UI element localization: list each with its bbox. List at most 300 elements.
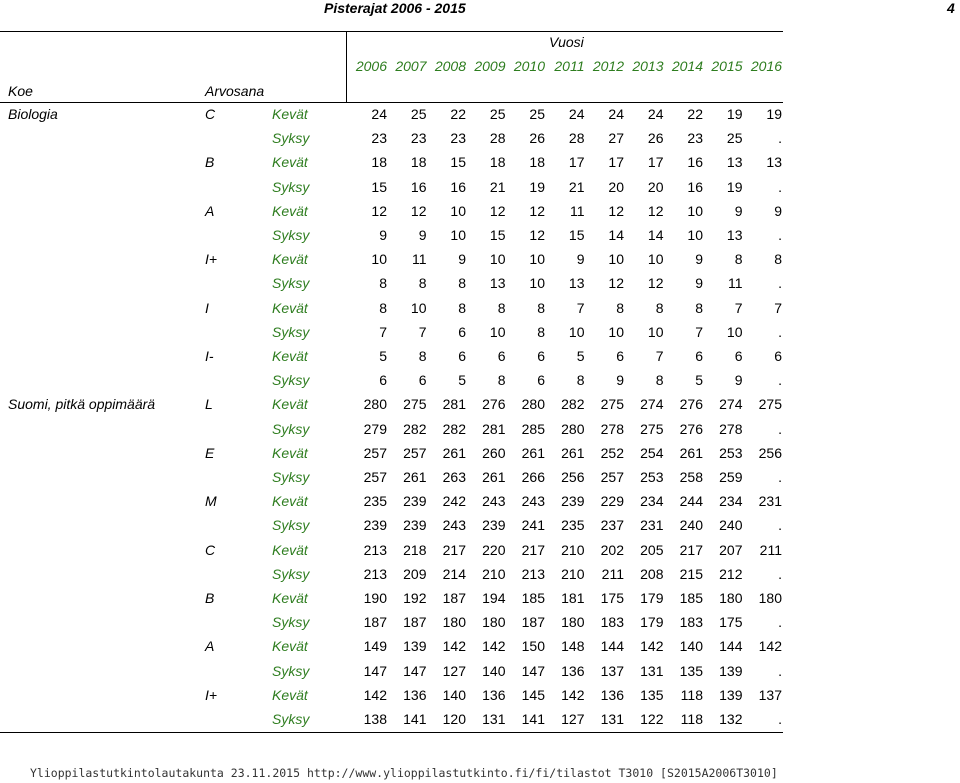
score-cell: 6 — [537, 348, 545, 364]
score-cell: 213 — [363, 565, 387, 582]
score-cell: 257 — [363, 444, 387, 461]
score-cell: 242 — [442, 493, 466, 510]
score-cell: 229 — [600, 493, 624, 510]
score-cell: 24 — [608, 106, 624, 122]
score-cell: 179 — [640, 614, 664, 631]
score-cell: 22 — [687, 106, 703, 122]
score-cell: 8 — [497, 299, 506, 316]
score-cell: 142 — [561, 686, 585, 703]
score-cell: 6 — [418, 372, 427, 389]
score-cell: . — [778, 227, 782, 243]
score-cell: 256 — [561, 469, 585, 485]
semester-cell: Kevät — [272, 493, 308, 510]
score-cell: 275 — [758, 396, 782, 413]
score-cell: 180 — [758, 590, 782, 606]
score-cell: 120 — [442, 711, 466, 727]
score-cell: 141 — [403, 711, 427, 727]
score-cell: 258 — [679, 469, 703, 485]
semester-cell: Syksy — [272, 662, 310, 679]
score-cell: 261 — [482, 469, 506, 485]
score-cell: 122 — [640, 711, 664, 727]
score-cell: 237 — [600, 517, 624, 534]
score-cell: 10 — [647, 323, 664, 340]
score-cell: 140 — [442, 686, 466, 703]
score-cell: 8 — [537, 323, 545, 340]
semester-cell: Kevät — [272, 444, 308, 461]
score-cell: 147 — [363, 662, 387, 679]
table-row — [0, 610, 783, 634]
score-cell: 260 — [482, 444, 506, 461]
table-row — [0, 392, 783, 416]
score-cell: 13 — [726, 154, 743, 171]
score-cell: 132 — [719, 711, 743, 727]
score-cell: 9 — [458, 251, 466, 268]
score-cell: 18 — [371, 154, 387, 171]
score-cell: 202 — [600, 541, 624, 558]
score-cell: 142 — [442, 638, 466, 655]
score-cell: 8 — [458, 299, 466, 316]
score-cell: 275 — [640, 420, 664, 437]
score-cell: 6 — [695, 348, 703, 364]
score-cell: 23 — [410, 130, 427, 147]
table-row — [0, 102, 783, 126]
grade-cell: B — [205, 590, 215, 606]
year-header-cell: 2009 — [474, 58, 506, 74]
score-cell: 139 — [719, 686, 743, 703]
grade-cell: I- — [205, 348, 214, 364]
score-cell: 185 — [521, 590, 545, 606]
score-cell: 140 — [679, 638, 703, 655]
score-cell: 179 — [640, 590, 664, 606]
score-cell: 276 — [482, 396, 506, 413]
score-cell: 253 — [640, 469, 664, 485]
year-header-cell: 2011 — [554, 58, 585, 74]
score-cell: 282 — [403, 420, 427, 437]
page-title: Pisterajat 2006 - 2015 — [324, 0, 466, 16]
score-cell: . — [778, 614, 782, 631]
score-cell: 240 — [719, 517, 743, 534]
table-row — [0, 126, 783, 150]
semester-cell: Kevät — [272, 590, 308, 606]
score-cell: 285 — [521, 420, 545, 437]
score-cell: 12 — [647, 275, 664, 292]
semester-cell: Kevät — [272, 251, 308, 268]
score-cell: 6 — [458, 348, 466, 364]
score-cell: 16 — [687, 154, 703, 171]
score-cell: 10 — [450, 227, 466, 243]
top-rule — [0, 31, 783, 32]
grade-cell: A — [205, 202, 215, 219]
score-cell: 274 — [640, 396, 664, 413]
score-cell: 217 — [442, 541, 466, 558]
score-cell: . — [778, 565, 782, 582]
table-row — [0, 465, 783, 489]
score-cell: 259 — [719, 469, 743, 485]
score-cell: 135 — [679, 662, 703, 679]
score-cell: 19 — [766, 106, 782, 122]
score-cell: 25 — [529, 106, 545, 122]
score-cell: 207 — [719, 541, 743, 558]
score-cell: 136 — [600, 686, 624, 703]
score-cell: 27 — [608, 130, 624, 147]
year-header-cell: 2007 — [395, 58, 427, 74]
semester-cell: Kevät — [272, 686, 308, 703]
semester-cell: Kevät — [272, 541, 308, 558]
score-cell: 25 — [410, 106, 427, 122]
score-cell: 9 — [774, 202, 782, 219]
score-cell: 147 — [403, 662, 427, 679]
score-cell: 243 — [442, 517, 466, 534]
score-cell: 138 — [363, 711, 387, 727]
score-cell: 10 — [568, 323, 585, 340]
score-cell: 118 — [680, 711, 703, 727]
exam-name-cell: Suomi, pitkä oppimäärä — [8, 396, 156, 413]
score-cell: 142 — [482, 638, 506, 655]
score-cell: 24 — [371, 106, 387, 122]
score-cell: 23 — [687, 130, 703, 147]
semester-cell: Syksy — [272, 323, 310, 340]
score-cell: 10 — [608, 251, 624, 268]
score-cell: 254 — [640, 444, 664, 461]
score-cell: 263 — [442, 469, 466, 485]
score-cell: 18 — [529, 154, 545, 171]
score-cell: . — [778, 420, 782, 437]
semester-cell: Syksy — [272, 565, 310, 582]
score-cell: 209 — [403, 565, 427, 582]
score-cell: 14 — [608, 227, 624, 243]
score-cell: 150 — [521, 638, 545, 655]
score-cell: 211 — [759, 541, 782, 558]
semester-cell: Syksy — [272, 517, 310, 534]
score-cell: 235 — [561, 517, 585, 534]
score-cell: 145 — [521, 686, 545, 703]
score-cell: 257 — [600, 469, 624, 485]
score-cell: 187 — [442, 590, 466, 606]
score-cell: 20 — [647, 178, 664, 195]
score-cell: 25 — [726, 130, 743, 147]
score-cell: 218 — [403, 541, 427, 558]
score-cell: 261 — [679, 444, 703, 461]
score-cell: 9 — [616, 372, 624, 389]
score-cell: 234 — [640, 493, 664, 510]
score-cell: 257 — [363, 469, 387, 485]
footer-source: Ylioppilastutkintolautakunta 23.11.2015 http://www.ylioppilastutkinto.fi/fi/tilastot T3010 [S2015A2006T3010] — [30, 766, 778, 780]
score-cell: 8 — [576, 372, 585, 389]
score-cell: 8 — [616, 299, 624, 316]
score-cell: 144 — [719, 638, 743, 655]
score-cell: 180 — [719, 590, 743, 606]
score-cell: 239 — [363, 517, 387, 534]
score-cell: . — [778, 469, 782, 485]
score-cell: 142 — [363, 686, 387, 703]
semester-cell: Kevät — [272, 638, 308, 655]
grade-cell: E — [205, 444, 215, 461]
score-cell: 9 — [695, 275, 703, 292]
score-cell: 14 — [647, 227, 664, 243]
semester-cell: Kevät — [272, 202, 308, 219]
score-cell: 274 — [719, 396, 743, 413]
grade-cell: A — [205, 638, 215, 655]
grade-cell: B — [205, 154, 215, 171]
score-cell: 136 — [403, 686, 427, 703]
table-row — [0, 247, 783, 271]
score-cell: 181 — [561, 590, 585, 606]
score-cell: 282 — [561, 396, 585, 413]
score-cell: 187 — [363, 614, 387, 631]
score-cell: 261 — [521, 444, 545, 461]
score-cell: 149 — [363, 638, 387, 655]
semester-cell: Kevät — [272, 299, 308, 316]
score-cell: 24 — [647, 106, 664, 122]
table-row — [0, 199, 783, 223]
score-cell: 7 — [734, 299, 743, 316]
score-cell: 205 — [640, 541, 664, 558]
score-cell: 239 — [403, 493, 427, 510]
score-cell: 8 — [655, 372, 664, 389]
score-cell: 217 — [521, 541, 545, 558]
score-cell: 210 — [561, 541, 585, 558]
score-cell: 13 — [568, 275, 585, 292]
score-cell: 139 — [719, 662, 743, 679]
score-cell: 135 — [640, 686, 664, 703]
grade-cell: I+ — [205, 686, 218, 703]
score-cell: 131 — [600, 711, 624, 727]
score-cell: 136 — [482, 686, 506, 703]
score-cell: 276 — [679, 420, 703, 437]
score-cell: 180 — [561, 614, 585, 631]
score-cell: 210 — [561, 565, 585, 582]
table-row — [0, 489, 783, 513]
score-cell: 136 — [561, 662, 585, 679]
score-cell: 8 — [537, 299, 545, 316]
score-cell: 8 — [695, 299, 703, 316]
score-cell: 9 — [695, 251, 703, 268]
score-cell: 231 — [640, 517, 664, 534]
semester-cell: Syksy — [272, 275, 310, 292]
semester-cell: Syksy — [272, 420, 310, 437]
score-cell: 140 — [482, 662, 506, 679]
score-cell: 13 — [766, 154, 782, 171]
exam-name-cell: Biologia — [8, 106, 58, 122]
score-cell: 278 — [719, 420, 743, 437]
score-cell: 12 — [489, 202, 506, 219]
score-cell: 275 — [403, 396, 427, 413]
score-cell: 281 — [442, 396, 466, 413]
score-cell: 15 — [371, 178, 387, 195]
score-cell: 11 — [569, 202, 585, 219]
score-cell: 6 — [497, 348, 506, 364]
score-cell: 9 — [418, 227, 427, 243]
score-cell: 148 — [561, 638, 585, 655]
score-cell: . — [778, 130, 782, 147]
score-cell: 10 — [529, 251, 545, 268]
table-row — [0, 175, 783, 199]
semester-cell: Syksy — [272, 130, 310, 147]
semester-cell: Kevät — [272, 106, 308, 122]
score-cell: 7 — [418, 323, 427, 340]
score-cell: 127 — [561, 711, 585, 727]
table-row — [0, 296, 783, 320]
score-cell: 10 — [647, 251, 664, 268]
score-cell: 279 — [363, 420, 387, 437]
year-header-cell: 2006 — [355, 58, 387, 74]
score-cell: 7 — [774, 299, 782, 316]
score-cell: 243 — [482, 493, 506, 510]
score-cell: . — [778, 178, 782, 195]
score-cell: 257 — [403, 444, 427, 461]
score-cell: 10 — [687, 227, 703, 243]
score-cell: 7 — [655, 348, 664, 364]
semester-cell: Syksy — [272, 372, 310, 389]
year-header-cell: 2010 — [513, 58, 545, 74]
score-cell: 139 — [403, 638, 427, 655]
score-cell: 12 — [529, 227, 545, 243]
score-cell: 239 — [403, 517, 427, 534]
score-cell: 266 — [521, 469, 545, 485]
score-cell: 137 — [600, 662, 624, 679]
score-cell: 21 — [489, 178, 506, 195]
table-row — [0, 368, 783, 392]
score-cell: 131 — [640, 662, 664, 679]
semester-cell: Syksy — [272, 178, 310, 195]
score-cell: 10 — [687, 202, 703, 219]
score-cell: 15 — [489, 227, 506, 243]
score-cell: 11 — [727, 275, 743, 292]
table-row — [0, 271, 783, 295]
score-cell: 185 — [679, 590, 703, 606]
score-cell: 213 — [521, 565, 545, 582]
score-cell: 18 — [410, 154, 427, 171]
score-cell: 239 — [482, 517, 506, 534]
score-cell: 15 — [568, 227, 585, 243]
score-cell: 6 — [458, 323, 466, 340]
score-cell: 240 — [679, 517, 703, 534]
score-cell: 22 — [450, 106, 466, 122]
score-cell: 13 — [489, 275, 506, 292]
score-cell: 280 — [561, 420, 585, 437]
score-cell: 23 — [450, 130, 466, 147]
score-cell: 137 — [758, 686, 782, 703]
score-cell: 10 — [608, 323, 624, 340]
score-cell: 7 — [576, 299, 585, 316]
score-cell: 210 — [482, 565, 506, 582]
semester-cell: Kevät — [272, 154, 308, 171]
score-cell: . — [778, 662, 782, 679]
grade-cell: C — [205, 541, 216, 558]
score-cell: 17 — [647, 154, 664, 171]
table-row — [0, 441, 783, 465]
score-cell: 142 — [640, 638, 664, 655]
score-cell: 23 — [371, 130, 387, 147]
score-cell: 118 — [680, 686, 703, 703]
score-cell: 278 — [600, 420, 624, 437]
score-cell: 127 — [442, 662, 466, 679]
score-cell: 12 — [371, 202, 387, 219]
score-cell: 281 — [482, 420, 506, 437]
score-cell: 25 — [489, 106, 506, 122]
score-cell: 28 — [568, 130, 585, 147]
score-cell: 7 — [695, 323, 703, 340]
score-cell: 183 — [600, 614, 624, 631]
score-cell: 6 — [379, 372, 387, 389]
score-cell: 183 — [679, 614, 703, 631]
score-cell: 19 — [726, 178, 743, 195]
semester-cell: Syksy — [272, 227, 310, 243]
bottom-rule — [0, 732, 783, 733]
score-cell: 10 — [410, 299, 427, 316]
score-cell: 241 — [521, 517, 545, 534]
grade-cell: C — [205, 106, 216, 122]
score-cell: 10 — [450, 202, 466, 219]
score-cell: 180 — [442, 614, 466, 631]
score-cell: 18 — [489, 154, 506, 171]
year-header-row — [347, 58, 783, 78]
score-cell: . — [778, 275, 782, 292]
score-cell: 234 — [719, 493, 743, 510]
score-cell: 19 — [529, 178, 545, 195]
semester-cell: Kevät — [272, 348, 308, 364]
score-cell: 244 — [679, 493, 703, 510]
table-row — [0, 659, 783, 683]
score-cell: 214 — [442, 565, 466, 582]
score-cell: 187 — [403, 614, 427, 631]
score-cell: 261 — [561, 444, 585, 461]
score-cell: 6 — [537, 372, 545, 389]
score-cell: 19 — [726, 106, 743, 122]
score-cell: 231 — [758, 493, 782, 510]
score-cell: 217 — [679, 541, 703, 558]
score-cell: 12 — [647, 202, 664, 219]
grade-cell: I+ — [205, 251, 218, 268]
score-cell: 147 — [521, 662, 545, 679]
score-cell: 131 — [482, 711, 506, 727]
score-cell: . — [778, 711, 782, 727]
table-row — [0, 223, 783, 247]
score-cell: 8 — [379, 275, 387, 292]
score-cell: 15 — [450, 154, 466, 171]
score-cell: 243 — [521, 493, 545, 510]
score-cell: 252 — [600, 444, 624, 461]
score-cell: 144 — [600, 638, 624, 655]
semester-cell: Kevät — [272, 396, 308, 413]
score-cell: 8 — [734, 251, 743, 268]
table-row — [0, 320, 783, 344]
score-cell: 213 — [363, 541, 387, 558]
score-cell: 10 — [489, 323, 506, 340]
table-row — [0, 417, 783, 441]
score-cell: 20 — [608, 178, 624, 195]
semester-cell: Syksy — [272, 711, 310, 727]
year-header-cell: 2014 — [671, 58, 703, 74]
score-cell: 17 — [608, 154, 624, 171]
score-cell: 175 — [719, 614, 743, 631]
year-group-label: Vuosi — [549, 34, 584, 50]
score-cell: 26 — [647, 130, 664, 147]
score-cell: 8 — [774, 251, 782, 268]
year-header-cell: 2013 — [632, 58, 664, 74]
score-cell: 220 — [482, 541, 506, 558]
score-cell: 180 — [482, 614, 506, 631]
score-cell: 208 — [640, 565, 664, 582]
score-cell: 21 — [568, 178, 585, 195]
score-cell: 8 — [418, 275, 427, 292]
score-cell: 261 — [403, 469, 427, 485]
column-header-koe: Koe — [8, 83, 33, 99]
grade-cell: M — [205, 493, 217, 510]
score-cell: . — [778, 517, 782, 534]
score-cell: 8 — [497, 372, 506, 389]
score-cell: 10 — [529, 275, 545, 292]
